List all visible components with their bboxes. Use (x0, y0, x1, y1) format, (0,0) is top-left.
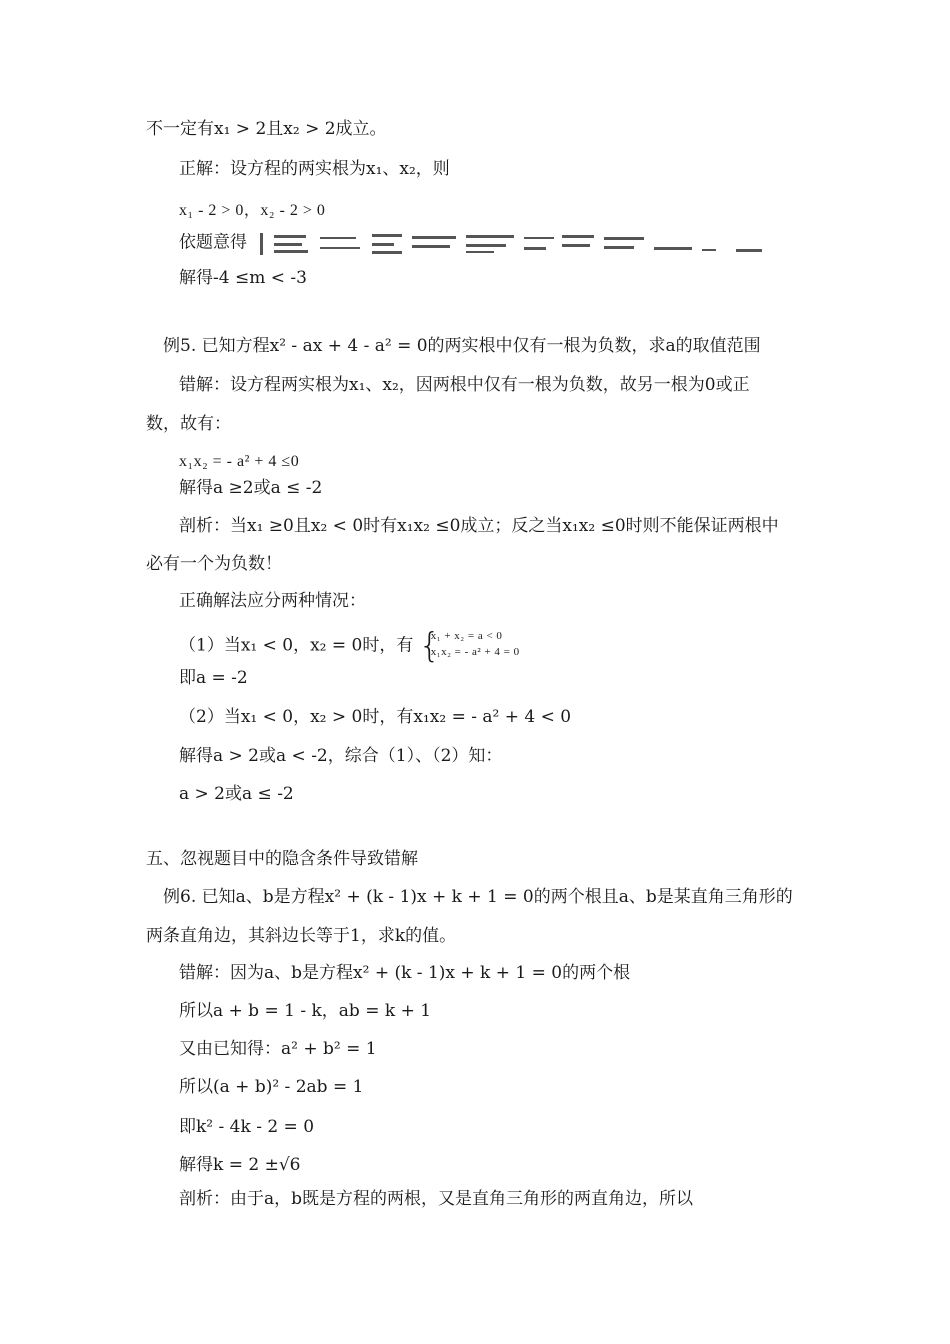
text-line: 两条直角边，其斜边长等于1，求k的值。 (146, 926, 457, 946)
text-line: 剖析：当x₁ ≥0且x₂ < 0时有x₁x₂ ≤0成立；反之当x₁x₂ ≤0时则不能保证两根中 (179, 516, 779, 536)
text-line (179, 229, 765, 257)
section-heading: 五、忽视题目中的隐含条件导致错解 (146, 849, 418, 869)
text-line: 又由已知得：a² + b² = 1 (179, 1039, 377, 1059)
case-label: （1）当x₁ < 0，x₂ = 0时，有 (179, 635, 414, 656)
text-line: 解得k = 2 ±√6 (179, 1155, 301, 1175)
text-line: 所以(a + b)² - 2ab = 1 (179, 1077, 364, 1097)
text-line: 正确解法应分两种情况： (179, 591, 366, 611)
text-line: 错解：设方程两实根为x₁、x₂，因两根中仅有一根为负数，故另一根为0或正 (179, 375, 750, 395)
text-line: 数，故有： (146, 414, 231, 434)
brace-glyph: { (418, 626, 441, 666)
system-row: x₁ + x₂ = a < 0 (430, 630, 503, 642)
garbled-formula-image (260, 229, 765, 257)
text-line: （2）当x₁ < 0，x₂ > 0时，有x₁x₂ = - a² + 4 < 0 (179, 707, 572, 727)
text-line: 解得-4 ≤m < -3 (179, 268, 307, 288)
text-line: 解得a > 2或a < -2，综合（1）、（2）知： (179, 746, 503, 766)
text-line: 例6. 已知a、b是方程x² + (k - 1)x + k + 1 = 0的两个根且a、b是某直角三角形的 (163, 887, 793, 907)
text-label: 依题意得 (179, 232, 247, 253)
system-row: x₁x₂ = - a² + 4 = 0 (430, 646, 520, 658)
text-line: 错解：因为a、b是方程x² + (k - 1)x + k + 1 = 0的两个根 (179, 963, 631, 983)
text-line: 即a = -2 (179, 668, 248, 688)
text-line (179, 626, 520, 666)
math-line: x₁x₂ = - a² + 4 ≤0 (179, 453, 300, 470)
text-line: 解得a ≥2或a ≤ -2 (179, 478, 323, 498)
text-line: 正解：设方程的两实根为x₁、x₂，则 (179, 159, 450, 179)
text-line: 即k² - 4k - 2 = 0 (179, 1117, 315, 1137)
equation-system (418, 626, 520, 666)
text-line: 必有一个为负数！ (146, 554, 282, 574)
text-line: a > 2或a ≤ -2 (179, 784, 294, 804)
text-line: 不一定有x₁ > 2且x₂ > 2成立。 (146, 119, 387, 139)
text-line: 所以a + b = 1 - k，ab = k + 1 (179, 1001, 432, 1021)
text-line: 剖析：由于a，b既是方程的两根，又是直角三角形的两直角边，所以 (179, 1189, 694, 1209)
text-line: 例5. 已知方程x² - ax + 4 - a² = 0的两实根中仅有一根为负数，求a的取值范围 (163, 336, 761, 356)
math-line: x₁ - 2 > 0，x₂ - 2 > 0 (179, 202, 326, 219)
